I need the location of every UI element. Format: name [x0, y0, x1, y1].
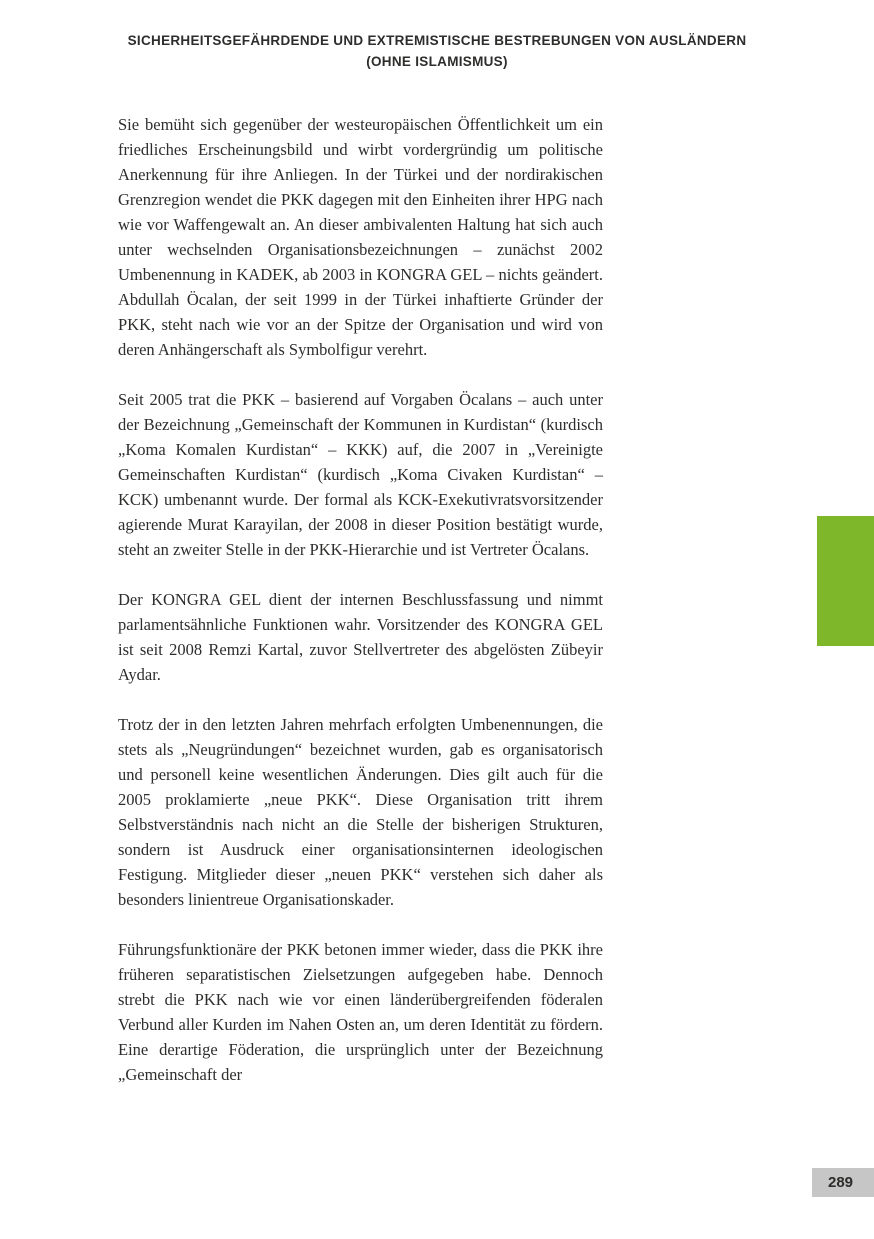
paragraph: Seit 2005 trat die PKK – basierend auf Vorgaben Öcalans – auch unter der Bezeichnung „Gemeinschaft der Kommunen in Kurdistan“ (kurdisch „Koma Komalen Kurdistan“ – KKK) auf, die 2007 in „Vereinigte Gemeinschaften Kurdistan“ (kurdisch „Koma Civaken Kurdistan“ – KCK) umbenannt wurde. Der formal als KCK-Exekutivratsvorsitzender agierende Murat Karayilan, der 2008 in dieser Position bestätigt wurde, steht an zweiter Stelle in der PKK-Hierarchie und ist Vertreter Öcalans. [118, 390, 603, 559]
header-title-line1: SICHERHEITSGEFÄHRDENDE UND EXTREMISTISCHE BESTREBUNGEN VON AUSLÄNDERN [127, 33, 747, 48]
paragraph: Trotz der in den letzten Jahren mehrfach erfolgten Umbenennungen, die stets als „Neugründungen“ bezeichnet wurden, gab es organisatorisch und personell keine wesentlichen Änderungen. Dies gilt auch für die 2005 proklamierte „neue PKK“. Diese Organisation tritt ihrem Selbstverständnis nach nicht an die Stelle der bisherigen Strukturen, sondern ist Ausdruck einer organisationsinternen ideologischen Festigung. Mitglieder dieser „neuen PKK“ verstehen sich daher als besonders linientreue Organisationskader. [118, 715, 603, 909]
paragraph: Führungsfunktionäre der PKK betonen immer wieder, dass die PKK ihre früheren separatistischen Zielsetzungen aufgegeben habe. Dennoch strebt die PKK nach wie vor einen länderübergreifenden föderalen Verbund aller Kurden im Nahen Osten an, um deren Identität zu fördern. Eine derartige Föderation, die ursprünglich unter der Bezeichnung „Gemeinschaft der [118, 940, 603, 1084]
body-text-column [118, 112, 603, 1112]
page-header [57, 30, 817, 72]
section-color-tab [817, 516, 874, 646]
page-number: 289 [828, 1174, 854, 1191]
header-title-line2: (OHNE ISLAMISMUS) [366, 54, 508, 69]
page-number-box [812, 1168, 874, 1197]
paragraph: Sie bemüht sich gegenüber der westeuropäischen Öffentlichkeit um ein friedliches Erscheinungsbild und wirbt vordergründig um politische Anerkennung für ihre Anliegen. In der Türkei und der nordirakischen Grenzregion wendet die PKK dagegen mit den Einheiten ihrer HPG nach wie vor Waffengewalt an. An dieser ambivalenten Haltung hat sich auch unter wechselnden Organisationsbezeichnungen – zunächst 2002 Umbenennung in KADEK, ab 2003 in KONGRA GEL – nichts geändert. Abdullah Öcalan, der seit 1999 in der Türkei inhaftierte Gründer der PKK, steht nach wie vor an der Spitze der Organisation und wird von deren Anhängerschaft als Symbolfigur verehrt. [118, 115, 603, 359]
paragraph: Der KONGRA GEL dient der internen Beschlussfassung und nimmt parlamentsähnliche Funktionen wahr. Vorsitzender des KONGRA GEL ist seit 2008 Remzi Kartal, zuvor Stellvertreter des abgelösten Zübeyir Aydar. [118, 590, 603, 684]
